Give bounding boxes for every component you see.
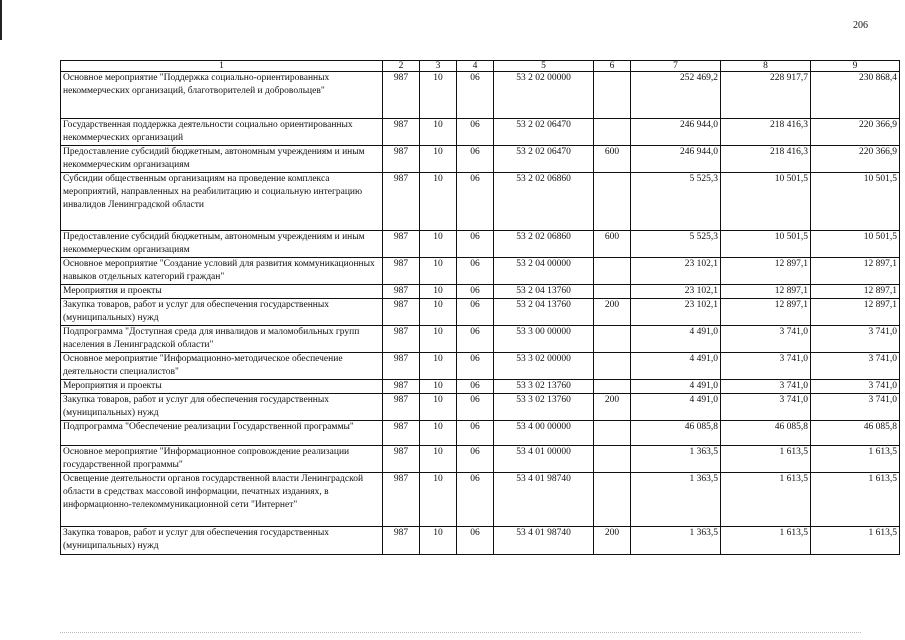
header-cell-7: 7	[631, 61, 721, 72]
row-code-admin-cell: 987	[383, 119, 420, 146]
row-code-target-cell: 53 2 04 00000	[494, 258, 594, 285]
table-row	[61, 146, 900, 173]
row-amount-col9-cell: 1 613,5	[811, 446, 900, 473]
row-amount-col7-cell: 23 102,1	[631, 299, 721, 326]
row-amount-col8-cell: 10 501,5	[721, 231, 811, 258]
header-cell-4: 4	[457, 61, 494, 72]
row-amount-col7-cell: 4 491,0	[631, 394, 721, 421]
row-code-type-cell: 200	[594, 527, 631, 555]
header-cell-9: 9	[811, 61, 900, 72]
page-number: 206	[853, 20, 868, 31]
row-code-target-cell: 53 2 02 06470	[494, 119, 594, 146]
row-code-type-cell	[594, 473, 631, 527]
row-code-subsection-cell: 06	[457, 446, 494, 473]
header-cell-6: 6	[594, 61, 631, 72]
row-code-section-cell: 10	[420, 258, 457, 285]
row-code-type-cell	[594, 285, 631, 299]
row-code-section-cell: 10	[420, 72, 457, 119]
table-row	[61, 394, 900, 421]
row-name-cell: Мероприятия и проекты	[61, 380, 383, 394]
row-code-type-cell	[594, 173, 631, 231]
row-amount-col7-cell: 4 491,0	[631, 353, 721, 380]
row-amount-col7-cell: 1 363,5	[631, 473, 721, 527]
header-cell-1: 1	[61, 61, 383, 72]
row-name-cell: Предоставление субсидий бюджетным, автономным учреждениям и иным некоммерческим организациям	[61, 146, 383, 173]
table-row	[61, 285, 900, 299]
header-cell-8: 8	[721, 61, 811, 72]
row-code-subsection-cell: 06	[457, 353, 494, 380]
row-amount-col7-cell: 246 944,0	[631, 119, 721, 146]
row-name-cell: Государственная поддержка деятельности социально ориентированных некоммерческих организаций	[61, 119, 383, 146]
row-amount-col8-cell: 3 741,0	[721, 326, 811, 353]
row-code-subsection-cell: 06	[457, 146, 494, 173]
row-name-cell: Субсидии общественным организациям на проведение комплекса мероприятий, направленных на реабилитацию и социальную интеграцию инвалидов Ленинградской области	[61, 173, 383, 231]
row-code-admin-cell: 987	[383, 421, 420, 446]
row-amount-col8-cell: 3 741,0	[721, 353, 811, 380]
row-amount-col7-cell: 5 525,3	[631, 231, 721, 258]
row-amount-col9-cell: 12 897,1	[811, 285, 900, 299]
row-amount-col7-cell: 4 491,0	[631, 380, 721, 394]
row-name-cell: Основное мероприятие "Информационное сопровождение реализации государственной программы"	[61, 446, 383, 473]
table-row	[61, 173, 900, 231]
row-name-cell: Подпрограмма "Доступная среда для инвалидов и маломобильных групп населения в Ленинградской области"	[61, 326, 383, 353]
row-amount-col8-cell: 1 613,5	[721, 473, 811, 527]
row-code-subsection-cell: 06	[457, 394, 494, 421]
row-code-section-cell: 10	[420, 173, 457, 231]
row-name-cell: Основное мероприятие "Поддержка социально-ориентированных некоммерческих организаций, благотворителей и добровольцев"	[61, 72, 383, 119]
table-row	[61, 380, 900, 394]
table-header	[61, 61, 900, 72]
row-code-subsection-cell: 06	[457, 326, 494, 353]
row-code-target-cell: 53 2 02 06470	[494, 146, 594, 173]
row-code-target-cell: 53 4 01 00000	[494, 446, 594, 473]
row-name-cell: Подпрограмма "Обеспечение реализации Государственной программы"	[61, 421, 383, 446]
row-code-subsection-cell: 06	[457, 285, 494, 299]
table-row	[61, 258, 900, 285]
row-code-section-cell: 10	[420, 394, 457, 421]
row-code-target-cell: 53 2 02 06860	[494, 173, 594, 231]
row-code-target-cell: 53 2 02 00000	[494, 72, 594, 119]
row-amount-col8-cell: 12 897,1	[721, 299, 811, 326]
row-code-target-cell: 53 4 00 00000	[494, 421, 594, 446]
row-code-subsection-cell: 06	[457, 421, 494, 446]
row-code-type-cell	[594, 380, 631, 394]
row-code-admin-cell: 987	[383, 258, 420, 285]
row-name-cell: Мероприятия и проекты	[61, 285, 383, 299]
row-code-type-cell: 600	[594, 231, 631, 258]
row-code-section-cell: 10	[420, 527, 457, 555]
row-code-target-cell: 53 2 02 06860	[494, 231, 594, 258]
table-row	[61, 473, 900, 527]
row-code-subsection-cell: 06	[457, 258, 494, 285]
row-code-section-cell: 10	[420, 119, 457, 146]
row-code-target-cell: 53 2 04 13760	[494, 285, 594, 299]
row-amount-col7-cell: 46 085,8	[631, 421, 721, 446]
row-amount-col7-cell: 246 944,0	[631, 146, 721, 173]
row-amount-col8-cell: 218 416,3	[721, 146, 811, 173]
row-name-cell: Основное мероприятие "Информационно-методическое обеспечение деятельности специалистов"	[61, 353, 383, 380]
row-code-admin-cell: 987	[383, 353, 420, 380]
row-amount-col8-cell: 218 416,3	[721, 119, 811, 146]
row-code-subsection-cell: 06	[457, 173, 494, 231]
row-code-section-cell: 10	[420, 421, 457, 446]
row-amount-col8-cell: 1 613,5	[721, 527, 811, 555]
header-row	[61, 61, 900, 72]
row-name-cell: Закупка товаров, работ и услуг для обеспечения государственных (муниципальных) нужд	[61, 394, 383, 421]
row-amount-col7-cell: 4 491,0	[631, 326, 721, 353]
row-amount-col7-cell: 1 363,5	[631, 527, 721, 555]
header-cell-3: 3	[420, 61, 457, 72]
row-code-subsection-cell: 06	[457, 380, 494, 394]
bottom-scan-line	[60, 632, 861, 634]
table-row	[61, 72, 900, 119]
row-code-type-cell	[594, 119, 631, 146]
table-row	[61, 119, 900, 146]
row-code-type-cell	[594, 421, 631, 446]
row-code-admin-cell: 987	[383, 326, 420, 353]
row-name-cell: Освещение деятельности органов государственной власти Ленинградской области в средствах массовой информации, печатных изданиях, в информационно-телекоммуникационной сети "Интернет"	[61, 473, 383, 527]
row-code-subsection-cell: 06	[457, 119, 494, 146]
row-code-admin-cell: 987	[383, 285, 420, 299]
row-amount-col8-cell: 1 613,5	[721, 446, 811, 473]
row-code-admin-cell: 987	[383, 146, 420, 173]
row-code-target-cell: 53 3 00 00000	[494, 326, 594, 353]
row-code-type-cell	[594, 72, 631, 119]
row-amount-col8-cell: 12 897,1	[721, 285, 811, 299]
row-code-subsection-cell: 06	[457, 72, 494, 119]
row-amount-col9-cell: 10 501,5	[811, 173, 900, 231]
row-amount-col9-cell: 12 897,1	[811, 299, 900, 326]
row-code-target-cell: 53 3 02 13760	[494, 394, 594, 421]
row-code-admin-cell: 987	[383, 394, 420, 421]
row-amount-col8-cell: 12 897,1	[721, 258, 811, 285]
row-amount-col8-cell: 3 741,0	[721, 380, 811, 394]
row-code-admin-cell: 987	[383, 173, 420, 231]
row-code-target-cell: 53 3 02 13760	[494, 380, 594, 394]
row-amount-col9-cell: 3 741,0	[811, 353, 900, 380]
row-amount-col9-cell: 3 741,0	[811, 394, 900, 421]
row-code-admin-cell: 987	[383, 72, 420, 119]
row-code-subsection-cell: 06	[457, 299, 494, 326]
row-amount-col9-cell: 220 366,9	[811, 119, 900, 146]
row-amount-col8-cell: 228 917,7	[721, 72, 811, 119]
row-code-section-cell: 10	[420, 231, 457, 258]
row-code-subsection-cell: 06	[457, 527, 494, 555]
row-code-target-cell: 53 2 04 13760	[494, 299, 594, 326]
row-code-section-cell: 10	[420, 380, 457, 394]
row-amount-col8-cell: 46 085,8	[721, 421, 811, 446]
row-amount-col7-cell: 1 363,5	[631, 446, 721, 473]
table-row	[61, 231, 900, 258]
table-row	[61, 299, 900, 326]
row-amount-col9-cell: 220 366,9	[811, 146, 900, 173]
table-body	[61, 72, 900, 555]
row-amount-col7-cell: 23 102,1	[631, 258, 721, 285]
table-row	[61, 421, 900, 446]
row-code-section-cell: 10	[420, 446, 457, 473]
row-code-target-cell: 53 4 01 98740	[494, 527, 594, 555]
row-code-section-cell: 10	[420, 353, 457, 380]
row-code-target-cell: 53 4 01 98740	[494, 473, 594, 527]
row-code-admin-cell: 987	[383, 446, 420, 473]
row-amount-col9-cell: 3 741,0	[811, 326, 900, 353]
page-left-edge	[0, 0, 2, 40]
row-code-subsection-cell: 06	[457, 473, 494, 527]
row-amount-col9-cell: 46 085,8	[811, 421, 900, 446]
row-code-type-cell: 600	[594, 146, 631, 173]
header-cell-2: 2	[383, 61, 420, 72]
row-amount-col9-cell: 1 613,5	[811, 473, 900, 527]
row-code-admin-cell: 987	[383, 231, 420, 258]
row-amount-col9-cell: 3 741,0	[811, 380, 900, 394]
row-code-section-cell: 10	[420, 473, 457, 527]
row-amount-col8-cell: 3 741,0	[721, 394, 811, 421]
row-code-type-cell	[594, 446, 631, 473]
row-code-subsection-cell: 06	[457, 231, 494, 258]
table-row	[61, 446, 900, 473]
row-amount-col7-cell: 252 469,2	[631, 72, 721, 119]
table-row	[61, 527, 900, 555]
row-code-type-cell	[594, 353, 631, 380]
row-name-cell: Предоставление субсидий бюджетным, автономным учреждениям и иным некоммерческим организациям	[61, 231, 383, 258]
row-code-target-cell: 53 3 02 00000	[494, 353, 594, 380]
table-row	[61, 353, 900, 380]
row-code-admin-cell: 987	[383, 473, 420, 527]
budget-table	[60, 60, 900, 555]
row-code-section-cell: 10	[420, 299, 457, 326]
row-code-admin-cell: 987	[383, 527, 420, 555]
header-cell-5: 5	[494, 61, 594, 72]
row-amount-col9-cell: 1 613,5	[811, 527, 900, 555]
row-code-admin-cell: 987	[383, 380, 420, 394]
row-code-type-cell: 200	[594, 394, 631, 421]
row-name-cell: Основное мероприятие "Создание условий для развития коммуникационных навыков отдельных категорий граждан"	[61, 258, 383, 285]
row-amount-col9-cell: 230 868,4	[811, 72, 900, 119]
row-name-cell: Закупка товаров, работ и услуг для обеспечения государственных (муниципальных) нужд	[61, 299, 383, 326]
row-amount-col9-cell: 10 501,5	[811, 231, 900, 258]
row-code-section-cell: 10	[420, 146, 457, 173]
table-row	[61, 326, 900, 353]
row-amount-col9-cell: 12 897,1	[811, 258, 900, 285]
row-amount-col7-cell: 5 525,3	[631, 173, 721, 231]
row-code-section-cell: 10	[420, 285, 457, 299]
row-code-type-cell: 200	[594, 299, 631, 326]
row-amount-col8-cell: 10 501,5	[721, 173, 811, 231]
row-code-type-cell	[594, 258, 631, 285]
row-name-cell: Закупка товаров, работ и услуг для обеспечения государственных (муниципальных) нужд	[61, 527, 383, 555]
row-code-type-cell	[594, 326, 631, 353]
row-code-admin-cell: 987	[383, 299, 420, 326]
row-amount-col7-cell: 23 102,1	[631, 285, 721, 299]
row-code-section-cell: 10	[420, 326, 457, 353]
